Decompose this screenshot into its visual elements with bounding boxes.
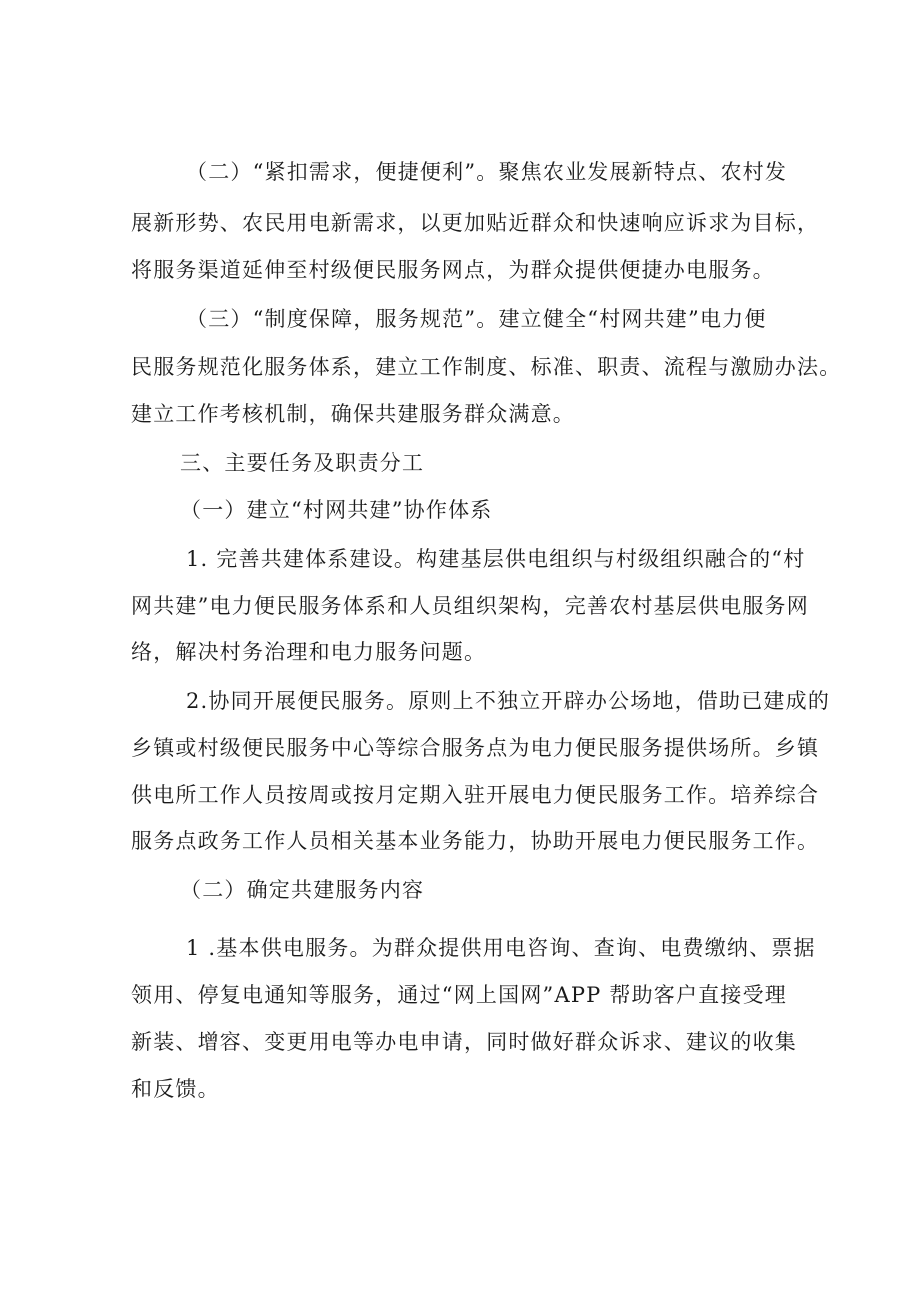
subsection-heading-2: （二）确定共建服务内容 [180, 878, 425, 902]
item-2-line-1: 2.协同开展便民服务。原则上不独立开辟办公场地，借助已建成的 [186, 689, 831, 713]
paragraph-3-line-3: 建立工作考核机制，确保共建服务群众满意。 [131, 402, 575, 426]
paragraph-2-line-1: （二）“紧扣需求，便捷便利”。聚焦农业发展新特点、农村发 [186, 160, 788, 184]
paragraph-2-line-2: 展新形势、农民用电新需求，以更加贴近群众和快速响应诉求为目标， [131, 211, 820, 235]
item-2-line-4: 服务点政务工作人员相关基本业务能力，协助开展电力便民服务工作。 [131, 829, 820, 853]
item-1-line-3: 络，解决村务治理和电力服务问题。 [131, 640, 487, 664]
subsection-heading-1: （一）建立“村网共建”协作体系 [180, 498, 493, 522]
item-3-line-3: 新装、增容、变更用电等办电申请，同时做好群众诉求、建议的收集 [131, 1030, 797, 1054]
paragraph-3-line-1: （三）“制度保障，服务规范”。建立健全“村网共建”电力便 [186, 307, 767, 331]
item-3-line-4: 和反馈。 [131, 1077, 220, 1101]
item-1-line-1: 1. 完善共建体系建设。构建基层供电组织与村级组织融合的“村 [186, 547, 806, 571]
item-2-line-2: 乡镇或村级便民服务中心等综合服务点为电力便民服务提供场所。乡镇 [131, 736, 820, 760]
section-heading-3: 三、主要任务及职责分工 [180, 451, 425, 475]
item-2-line-3: 供电所工作人员按周或按月定期入驻开展电力便民服务工作。培养综合 [131, 783, 820, 807]
item-1-line-2: 网共建”电力便民服务体系和人员组织架构，完善农村基层供电服务网 [131, 594, 809, 618]
item-3-line-1: 1 .基本供电服务。为群众提供用电咨询、查询、电费缴纳、票据 [186, 936, 816, 960]
item-3-line-2: 领用、停复电通知等服务，通过“网上国网”APP 帮助客户直接受理 [131, 983, 787, 1007]
paragraph-2-line-3: 将服务渠道延伸至村级便民服务网点，为群众提供便捷办电服务。 [131, 258, 775, 282]
paragraph-3-line-2: 民服务规范化服务体系，建立工作制度、标准、职责、流程与激励办法。 [131, 355, 842, 379]
